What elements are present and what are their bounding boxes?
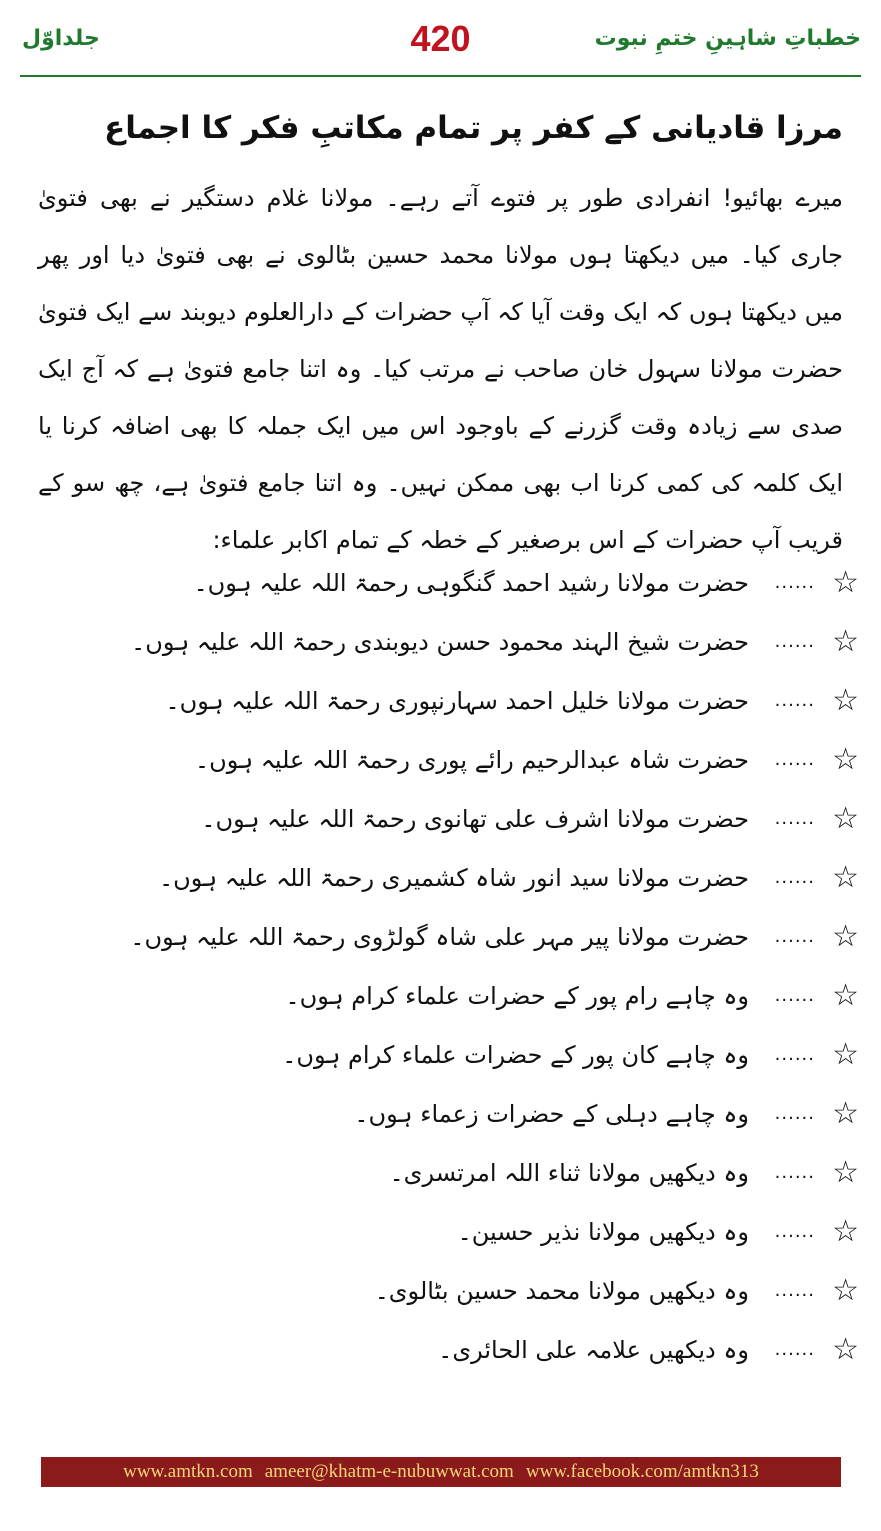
list-item bbox=[49, 1261, 859, 1320]
list-item bbox=[49, 966, 859, 1025]
list-item-text: وہ چاہے دہلی کے حضرات زعماء ہوں۔ bbox=[354, 1099, 749, 1128]
list-item bbox=[49, 1084, 859, 1143]
list-item-text: وہ دیکھیں علامہ علی الحائری۔ bbox=[438, 1335, 749, 1364]
list-item bbox=[49, 907, 859, 966]
star-icon: ☆ bbox=[832, 1154, 859, 1190]
leader-dots: ...... bbox=[774, 926, 815, 947]
star-icon: ☆ bbox=[832, 1095, 859, 1131]
list-item-text: وہ دیکھیں مولانا نذیر حسین۔ bbox=[457, 1217, 749, 1246]
list-item-text: حضرت مولانا خلیل احمد سہارنپوری رحمۃ اللہ علیہ ہوں۔ bbox=[165, 686, 749, 715]
star-icon: ☆ bbox=[832, 741, 859, 777]
leader-dots: ...... bbox=[774, 1221, 815, 1242]
facebook-link[interactable]: www.facebook.com/amtkn313 bbox=[525, 1461, 759, 1482]
list-item-text: حضرت مولانا سید انور شاہ کشمیری رحمۃ اللہ علیہ ہوں۔ bbox=[159, 863, 749, 892]
scholars-list bbox=[49, 553, 859, 1379]
section-heading: مرزا قادیانی کے کفر پر تمام مکاتبِ فکر کا اجماع bbox=[104, 110, 843, 146]
list-item-text: حضرت شاہ عبدالرحیم رائے پوری رحمۃ اللہ علیہ ہوں۔ bbox=[195, 745, 749, 774]
star-icon: ☆ bbox=[832, 623, 859, 659]
list-item bbox=[49, 671, 859, 730]
star-icon: ☆ bbox=[832, 564, 859, 600]
leader-dots: ...... bbox=[774, 1339, 815, 1360]
leader-dots: ...... bbox=[774, 631, 815, 652]
list-item-text: وہ دیکھیں مولانا محمد حسین بٹالوی۔ bbox=[374, 1276, 749, 1305]
list-item-text: وہ دیکھیں مولانا ثناء اللہ امرتسری۔ bbox=[389, 1158, 749, 1187]
leader-dots: ...... bbox=[774, 690, 815, 711]
leader-dots: ...... bbox=[774, 1044, 815, 1065]
page-header bbox=[0, 0, 881, 80]
list-item bbox=[49, 553, 859, 612]
star-icon: ☆ bbox=[832, 918, 859, 954]
star-icon: ☆ bbox=[832, 1272, 859, 1308]
list-item bbox=[49, 789, 859, 848]
star-icon: ☆ bbox=[832, 1213, 859, 1249]
header-divider bbox=[20, 75, 861, 77]
list-item-text: وہ چاہے رام پور کے حضرات علماء کرام ہوں۔ bbox=[285, 981, 749, 1010]
star-icon: ☆ bbox=[832, 682, 859, 718]
leader-dots: ...... bbox=[774, 1162, 815, 1183]
list-item-text: حضرت مولانا اشرف علی تھانوی رحمۃ اللہ علیہ ہوں۔ bbox=[201, 804, 749, 833]
star-icon: ☆ bbox=[832, 1331, 859, 1367]
leader-dots: ...... bbox=[774, 867, 815, 888]
list-item bbox=[49, 848, 859, 907]
list-item bbox=[49, 612, 859, 671]
list-item bbox=[49, 1025, 859, 1084]
leader-dots: ...... bbox=[774, 572, 815, 593]
list-item-text: حضرت شیخ الہند محمود حسن دیوبندی رحمۃ اللہ علیہ ہوں۔ bbox=[131, 627, 749, 656]
leader-dots: ...... bbox=[774, 1103, 815, 1124]
volume-label: جلداوّل bbox=[22, 26, 100, 51]
website-link[interactable]: www.amtkn.com bbox=[123, 1461, 253, 1482]
leader-dots: ...... bbox=[774, 1280, 815, 1301]
star-icon: ☆ bbox=[832, 859, 859, 895]
list-item bbox=[49, 1143, 859, 1202]
star-icon: ☆ bbox=[832, 977, 859, 1013]
body-paragraph: میرے بھائیو! انفرادی طور پر فتوے آتے رہے۔ مولانا غلام دستگیر نے بھی فتویٰ جاری کیا۔ میں دیکھتا ہوں مولانا محمد حسین بٹالوی نے بھی فتویٰ دیا اور پھر میں دیکھتا ہوں کہ ایک وقت آیا کہ آپ حضرات کے دارالعلوم دیوبند سے ایک فتویٰ حضرت مولانا سہول خان صاحب نے مرتب کیا۔ وہ اتنا جامع فتویٰ ہے کہ آج ایک صدی سے زیادہ وقت گزرنے کے باوجود اس میں ایک جملہ کا بھی اضافہ کرنا یا ایک کلمہ کی کمی کرنا اب بھی ممکن نہیں۔ وہ اتنا جامع فتویٰ ہے، چھ سو کے قریب آپ حضرات کے اس برصغیر کے خطہ کے تمام اکابر علماء: bbox=[38, 184, 843, 554]
list-item bbox=[49, 730, 859, 789]
star-icon: ☆ bbox=[832, 800, 859, 836]
footer-bar bbox=[41, 1457, 841, 1487]
leader-dots: ...... bbox=[774, 808, 815, 829]
list-item-text: حضرت مولانا رشید احمد گنگوہی رحمۃ اللہ علیہ ہوں۔ bbox=[193, 568, 749, 597]
leader-dots: ...... bbox=[774, 749, 815, 770]
list-item bbox=[49, 1202, 859, 1261]
book-title: خطباتِ شاہینِ ختمِ نبوت bbox=[594, 26, 861, 51]
star-icon: ☆ bbox=[832, 1036, 859, 1072]
list-item bbox=[49, 1320, 859, 1379]
email-link[interactable]: ameer@khatm-e-nubuwwat.com bbox=[264, 1461, 514, 1482]
page-number: 420 bbox=[410, 18, 471, 59]
list-item-text: حضرت مولانا پیر مہر علی شاہ گولڑوی رحمۃ اللہ علیہ ہوں۔ bbox=[130, 922, 749, 951]
list-item-text: وہ چاہے کان پور کے حضرات علماء کرام ہوں۔ bbox=[282, 1040, 749, 1069]
leader-dots: ...... bbox=[774, 985, 815, 1006]
